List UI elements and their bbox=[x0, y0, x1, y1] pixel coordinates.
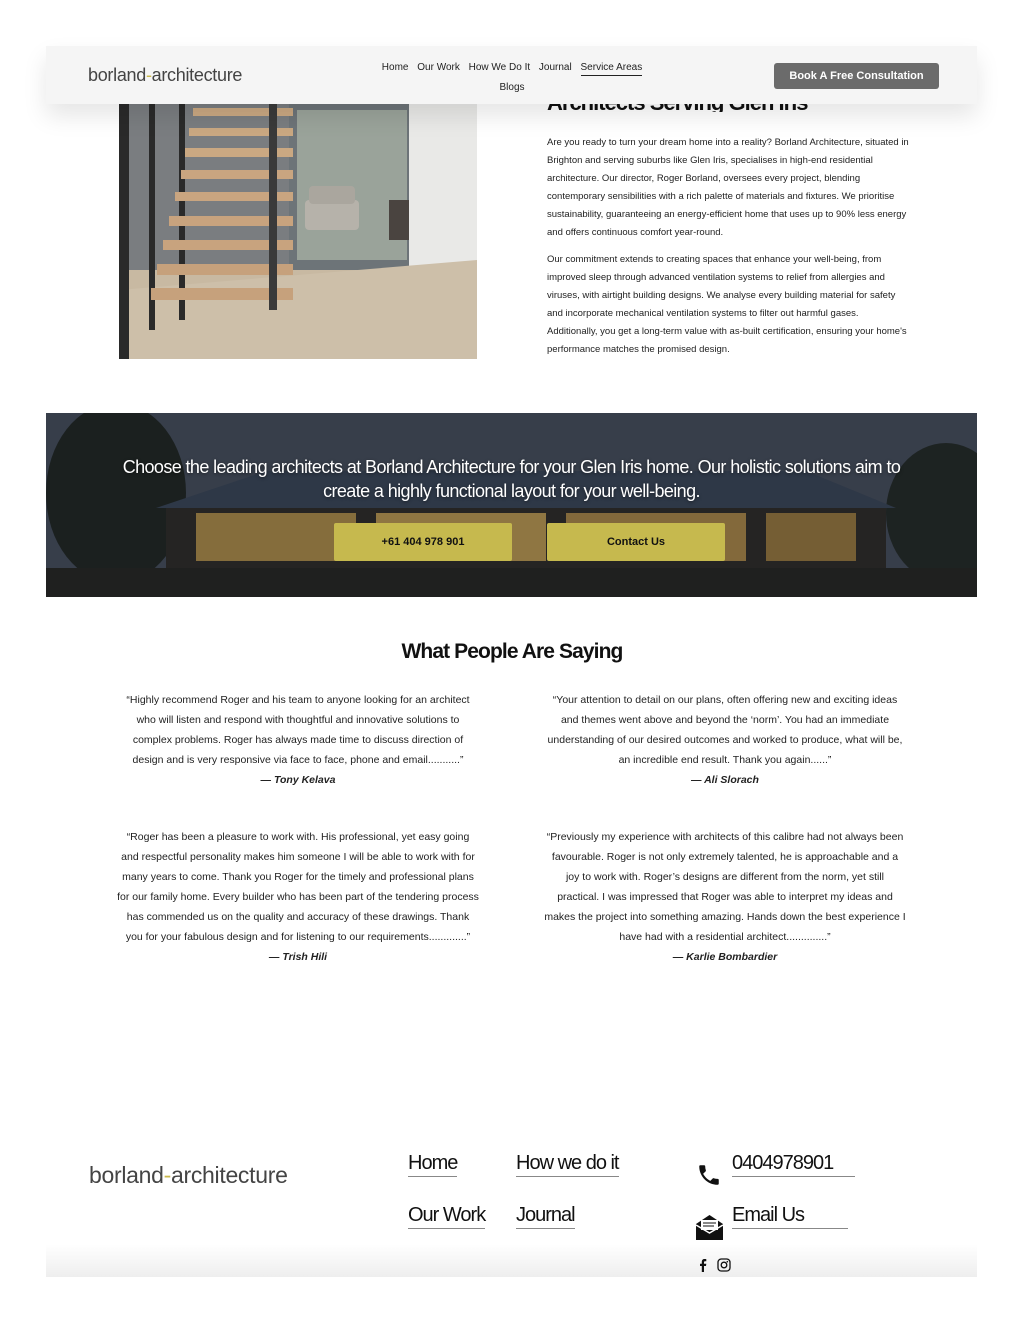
phone-button[interactable]: +61 404 978 901 bbox=[334, 523, 512, 561]
footer-logo[interactable]: borland-architecture bbox=[89, 1162, 288, 1188]
testimonial-card bbox=[117, 690, 479, 790]
facebook-icon[interactable] bbox=[696, 1258, 710, 1272]
footer-email-link[interactable]: Email Us bbox=[732, 1204, 848, 1229]
intro-paragraph-2: Our commitment extends to creating spaces that enhance your well-being, from improved sleep through advanced ventilation systems to relief from allergies and viruses, with airtight building designs. We analyse every building material for safety and incorporate mechanical ventilation systems to filter out harmful gases. Additionally, you get a long-term value with as-built certification, ensuring your home's performance matches the promised design. bbox=[547, 254, 907, 355]
testimonial-author: — Tony Kelava bbox=[260, 774, 336, 786]
nav-service-areas[interactable]: Service Areas bbox=[581, 62, 643, 76]
main-nav bbox=[376, 58, 648, 98]
book-consultation-button[interactable]: Book A Free Consultation bbox=[774, 63, 939, 89]
site-header bbox=[46, 46, 977, 104]
footer-phone-link[interactable]: 0404978901 bbox=[732, 1152, 855, 1177]
nav-how-we-do-it[interactable]: How We Do It bbox=[468, 62, 531, 73]
phone-icon bbox=[696, 1162, 722, 1188]
testimonial-author: — Trish Hili bbox=[268, 951, 328, 963]
nav-home[interactable]: Home bbox=[381, 62, 409, 73]
staircase-image bbox=[119, 90, 477, 359]
email-icon bbox=[694, 1212, 725, 1242]
testimonial-author: — Karlie Bombardier bbox=[672, 951, 778, 963]
nav-blogs[interactable]: Blogs bbox=[499, 82, 525, 93]
testimonial-card bbox=[117, 827, 479, 967]
testimonial-quote: “Previously my experience with architects of this calibre had not always been favourable. Roger is not only extremely talented, he is approachable and a joy to work with. Roger’s designs are different from the norm, yet still practical. I was impressed that Roger was able to interpret my ideas and makes the project into something amazing. Hands down the best experience I have had with a residential architect..............” bbox=[544, 831, 906, 943]
footer-link-how-we-do-it[interactable]: How we do it bbox=[516, 1152, 619, 1177]
testimonial-author: — Ali Slorach bbox=[691, 774, 759, 786]
testimonial-quote: “Your attention to detail on our plans, often offering new and exciting ideas and themes went above and beyond the ‘norm’. You had an immediate understanding of our desired outcomes and worked to produce, what will be, an incredible end result. Thank you again......” bbox=[547, 694, 903, 766]
header-logo[interactable]: borland-architecture bbox=[88, 65, 243, 85]
testimonial-quote: “Roger has been a pleasure to work with. His professional, yet easy going and respectful personality makes him someone I will be able to work with for many years to come. Thank you Roger for the timely and professional plans for our family home. Every builder who has been part of the tendering process has commended us on the quality and accuracy of these drawings. Thank you for your fabulous design and for listening to our requirements.............” bbox=[117, 831, 479, 943]
testimonial-quote: “Highly recommend Roger and his team to anyone looking for an architect who will listen and respond with thoughtful and innovative solutions to complex problems. Roger has always made time to discuss direction of design and is very responsive via face to face, phone and email...........” bbox=[126, 694, 470, 766]
contact-us-button[interactable]: Contact Us bbox=[547, 523, 725, 561]
testimonial-card bbox=[544, 690, 906, 790]
testimonials-title: What People Are Saying bbox=[401, 640, 623, 663]
nav-our-work[interactable]: Our Work bbox=[417, 62, 460, 73]
footer-link-our-work[interactable]: Our Work bbox=[408, 1204, 485, 1229]
footer-link-home[interactable]: Home bbox=[408, 1152, 457, 1177]
cta-banner bbox=[46, 413, 977, 597]
testimonial-card bbox=[544, 827, 906, 967]
footer-link-journal[interactable]: Journal bbox=[516, 1204, 575, 1229]
intro-paragraph-1: Are you ready to turn your dream home into a reality? Borland Architecture, situated in Brighton and serving suburbs like Glen Iris, specialises in high-end residential architecture. Our director, Roger Borland, oversees every project, blending contemporary sensibilities with a rich palette of materials and fixtures. We prioritise sustainability, guaranteeing an energy-efficient home that uses up to 90% less energy and offers continuous comfort year-round. bbox=[547, 137, 909, 238]
nav-journal[interactable]: Journal bbox=[538, 62, 572, 73]
house-background-image bbox=[46, 413, 977, 597]
instagram-icon[interactable] bbox=[717, 1258, 731, 1272]
cta-text: Choose the leading architects at Borland Architecture for your Glen Iris home. Our holistic solutions aim to create a highly functional layout for your well-being. bbox=[122, 457, 901, 501]
site-footer bbox=[46, 1140, 977, 1277]
